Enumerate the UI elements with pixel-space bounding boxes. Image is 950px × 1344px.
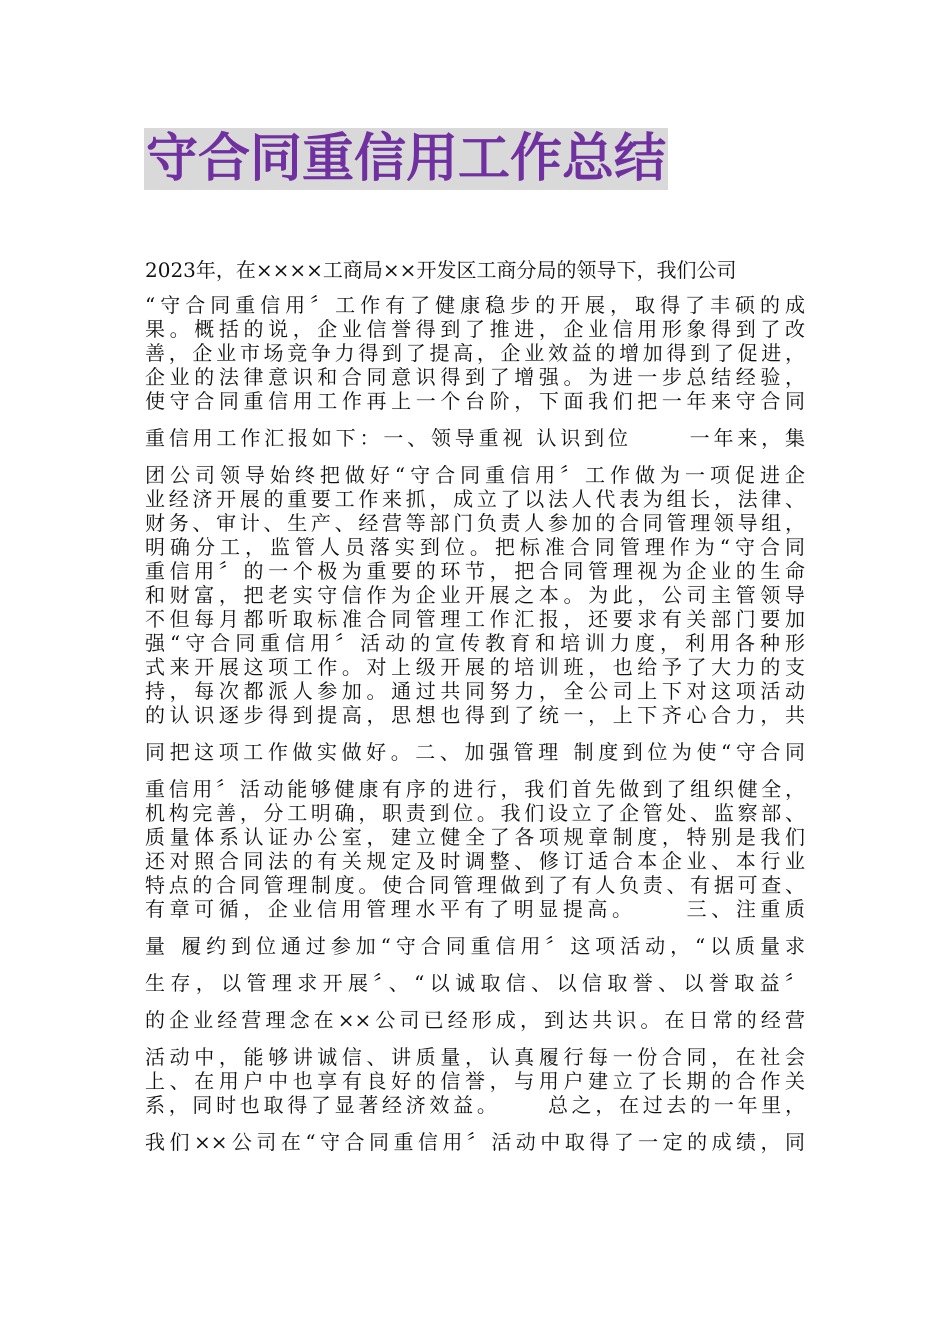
- document-title: 守合同重信用工作总结: [146, 129, 667, 189]
- body-line: “守合同重信用〞工作有了健康稳步的开展，取得了丰硕的成: [145, 293, 805, 317]
- body-line: 财务、审计、生产、经营等部门负责人参加的合同管理领导组，: [145, 511, 805, 535]
- body-line: 特点的合同管理制度。使合同管理做到了有人负责、有据可查、: [145, 873, 805, 897]
- body-line: 还对照合同法的有关规定及时调整、修订适合本企业、本行业: [145, 849, 805, 873]
- body-line: 系，同时也取得了显著经济效益。 总之，在过去的一年里，: [145, 1093, 805, 1117]
- body-line: 有章可循，企业信用管理水平有了明显提高。 三、注重质: [145, 897, 805, 921]
- body-line: 不但每月都听取标准合同管理工作汇报，还要求有关部门要加: [145, 607, 805, 631]
- body-line: 的企业经营理念在××公司已经形成，到达共识。在日常的经营: [145, 1008, 805, 1032]
- body-line: 果。概括的说，企业信誉得到了推进，企业信用形象得到了改: [145, 317, 805, 341]
- body-line: 量 履约到位通过参加“守合同重信用〞这项活动，“以质量求: [145, 934, 805, 958]
- body-line: 重信用〞活动能够健康有序的进行，我们首先做到了组织健全，: [145, 777, 805, 801]
- body-line: 上、在用户中也享有良好的信誉，与用户建立了长期的合作关: [145, 1069, 805, 1093]
- body-line: 企业的法律意识和合同意识得到了增强。为进一步总结经验，: [145, 365, 805, 389]
- body-line: 式来开展这项工作。对上级开展的培训班，也给予了大力的支: [145, 655, 805, 679]
- body-line: 团公司领导始终把做好“守合同重信用〞工作做为一项促进企: [145, 463, 805, 487]
- body-line: 善，企业市场竞争力得到了提高，企业效益的增加得到了促进，: [145, 341, 805, 365]
- body-line: 使守合同重信用工作再上一个台阶，下面我们把一年来守合同: [145, 389, 805, 413]
- body-line: 机构完善，分工明确，职责到位。我们设立了企管处、监察部、: [145, 801, 805, 825]
- body-line: 持，每次都派人参加。通过共同努力，全公司上下对这项活动: [145, 679, 805, 703]
- body-line: 2023年，在××××工商局××开发区工商分局的领导下，我们公司: [145, 258, 737, 282]
- title-highlight: [144, 128, 668, 190]
- body-line: 业经济开展的重要工作来抓，成立了以法人代表为组长，法律、: [145, 487, 805, 511]
- body-line: 重信用〞的一个极为重要的环节，把合同管理视为企业的生命: [145, 559, 805, 583]
- body-line: 的认识逐步得到提高，思想也得到了统一，上下齐心合力，共: [145, 703, 805, 727]
- body-line: 和财富，把老实守信作为企业开展之本。为此，公司主管领导: [145, 583, 805, 607]
- body-line: 明确分工，监管人员落实到位。把标准合同管理作为“守合同: [145, 535, 805, 559]
- body-line: 同把这项工作做实做好。二、加强管理 制度到位为使“守合同: [145, 740, 805, 764]
- body-line: 我们××公司在“守合同重信用〞活动中取得了一定的成绩，同: [145, 1130, 805, 1154]
- body-line: 重信用工作汇报如下：一、领导重视 认识到位 一年来，集: [145, 426, 805, 450]
- body-line: 活动中，能够讲诚信、讲质量，认真履行每一份合同，在社会: [145, 1045, 805, 1069]
- body-line: 生存，以管理求开展〞、“以诚取信、以信取誉、以誉取益〞: [145, 971, 805, 995]
- body-line: 强“守合同重信用〞活动的宣传教育和培训力度，利用各种形: [145, 631, 805, 655]
- body-line: 质量体系认证办公室，建立健全了各项规章制度，特别是我们: [145, 825, 805, 849]
